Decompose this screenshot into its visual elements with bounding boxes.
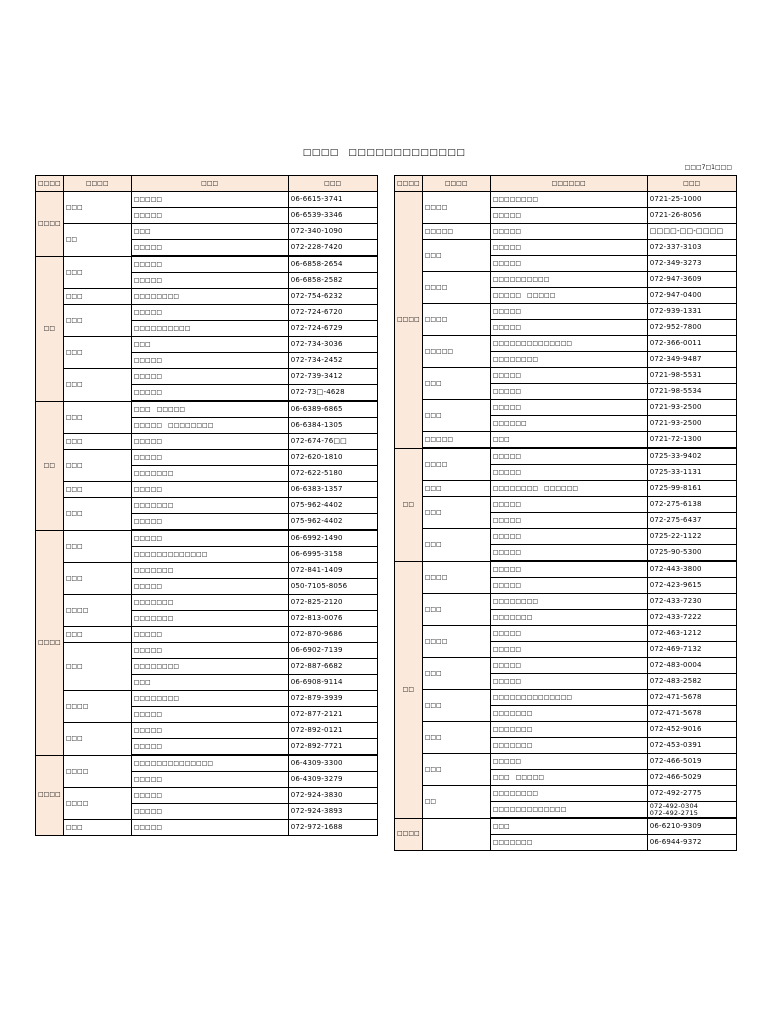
facility-cell: □□□□□□□□ <box>131 659 288 675</box>
facility-cell: □□□□□ <box>490 642 647 658</box>
city-cell: □□□ <box>63 563 131 595</box>
table-row <box>395 192 737 208</box>
phone-cell: 072-483-2582 <box>647 674 736 690</box>
phone-cell: 050-7105-8056 <box>288 579 377 595</box>
facility-cell: □□□□□ □□□□□ <box>490 288 647 304</box>
phone-cell: 0725-33-9402 <box>647 448 736 465</box>
phone-cell: 072-423-9615 <box>647 578 736 594</box>
table-row <box>395 497 737 513</box>
facility-cell: □□□□□ <box>490 240 647 256</box>
facility-cell: □□□□□ <box>131 353 288 369</box>
table-row <box>395 336 737 352</box>
city-cell: □□□ <box>63 498 131 531</box>
city-cell: □□□□ <box>422 272 490 304</box>
phone-cell: 072-483-0004 <box>647 658 736 674</box>
city-cell: □□□ <box>63 401 131 434</box>
phone-cell: 072-825-2120 <box>288 595 377 611</box>
phone-cell: 072-724-6720 <box>288 305 377 321</box>
city-cell: □□□ <box>63 434 131 450</box>
phone-cell: 072-870-9686 <box>288 627 377 643</box>
left-header-phone: □□□ <box>288 176 377 192</box>
city-cell: □□□ <box>63 450 131 482</box>
phone-cell: 072-887-6682 <box>288 659 377 675</box>
table-row <box>36 305 378 321</box>
table-row <box>395 818 737 835</box>
city-cell: □□□□ <box>63 691 131 723</box>
facility-cell: □□□□□ <box>131 707 288 723</box>
phone-cell: 072-433-7222 <box>647 610 736 626</box>
city-cell: □□ <box>63 224 131 257</box>
phone-cell: 072-275-6138 <box>647 497 736 513</box>
city-cell: □□□□ <box>422 448 490 481</box>
facility-cell: □□□□□□ <box>490 416 647 432</box>
page-title: □□□□ □□□□□□□□□□□□□ <box>302 148 466 158</box>
table-row <box>395 561 737 578</box>
facility-cell: □□□□□□□□□□ <box>131 321 288 337</box>
area-cell: □□□□ <box>36 755 64 836</box>
phone-cell: 072-492-0304 072-492-2715 <box>647 802 736 819</box>
left-header-city: □□□□ <box>63 176 131 192</box>
phone-cell: 072-620-1810 <box>288 450 377 466</box>
phone-cell: 06-6944-9372 <box>647 835 736 851</box>
phone-cell: 072-734-3036 <box>288 337 377 353</box>
table-row <box>395 432 737 449</box>
phone-cell: 072-947-3609 <box>647 272 736 288</box>
city-cell: □□□ <box>422 722 490 754</box>
city-cell: □□□ <box>422 400 490 432</box>
phone-cell: 072-452-9016 <box>647 722 736 738</box>
table-row <box>36 192 378 208</box>
facility-cell: □□□□□□□□ <box>131 691 288 707</box>
phone-cell: 0721-72-1300 <box>647 432 736 449</box>
phone-cell: □□□□-□□-□□□□ <box>647 224 736 240</box>
phone-cell: 072-492-2775 <box>647 786 736 802</box>
facility-cell: □□□□□ <box>490 304 647 320</box>
right-header-city: □□□□ <box>422 176 490 192</box>
city-cell: □□□ <box>63 369 131 402</box>
phone-cell: 072-924-3830 <box>288 788 377 804</box>
city-cell: □□□ <box>63 337 131 369</box>
phone-cell: 072-228-7420 <box>288 240 377 257</box>
table-row <box>36 530 378 547</box>
facility-cell: □□□□□□□□□□□□□ <box>131 547 288 563</box>
area-cell: □□□□ <box>36 530 64 755</box>
facility-cell: □□□□□ <box>490 513 647 529</box>
phone-cell: 072-724-6729 <box>288 321 377 337</box>
facility-cell: □□□□□ <box>131 273 288 289</box>
facility-cell: □□□□□ <box>131 820 288 836</box>
phone-cell: 0725-99-8161 <box>647 481 736 497</box>
table-row <box>395 400 737 416</box>
city-cell: □□□ <box>422 240 490 272</box>
table-row <box>395 240 737 256</box>
facility-cell: □□□□□□□□ <box>490 352 647 368</box>
phone-cell: 0721-98-5531 <box>647 368 736 384</box>
facility-cell: □□□□□ <box>490 578 647 594</box>
phone-cell: 075-962-4402 <box>288 514 377 531</box>
phone-cell: 072-947-0400 <box>647 288 736 304</box>
city-cell: □□□ <box>63 482 131 498</box>
phone-cell: 072-939-1331 <box>647 304 736 320</box>
facility-cell: □□□ <box>490 432 647 449</box>
table-row <box>395 481 737 497</box>
left-directory-table <box>35 175 378 836</box>
facility-cell: □□□□□□□□ <box>490 594 647 610</box>
table-row <box>36 563 378 579</box>
phone-cell: 072-734-2452 <box>288 353 377 369</box>
facility-cell: □□□ □□□□□ <box>490 770 647 786</box>
facility-cell: □□□□□□□□ <box>131 289 288 305</box>
table-row <box>36 498 378 514</box>
phone-cell: 0725-90-5300 <box>647 545 736 562</box>
facility-cell: □□□ □□□□□ <box>131 401 288 418</box>
facility-cell: □□□□□ <box>131 627 288 643</box>
phone-cell: 06-6615-3741 <box>288 192 377 208</box>
facility-cell: □□□□□ <box>131 739 288 756</box>
facility-cell: □□□□□ <box>490 545 647 562</box>
facility-cell: □□□□□□□□□□□□□□ <box>490 690 647 706</box>
area-cell: □□ <box>36 256 64 401</box>
area-cell: □□□□ <box>395 818 423 851</box>
table-row <box>36 482 378 498</box>
phone-cell: 072-952-7800 <box>647 320 736 336</box>
table-row <box>36 820 378 836</box>
city-cell: □□□ <box>63 192 131 224</box>
phone-cell: 072-340-1090 <box>288 224 377 240</box>
table-row <box>36 643 378 659</box>
facility-cell: □□□ <box>131 675 288 691</box>
phone-cell: 072-622-5180 <box>288 466 377 482</box>
facility-cell: □□□□□□□□□□□□□□ <box>131 755 288 772</box>
table-row <box>36 691 378 707</box>
city-cell: □□□ <box>422 529 490 562</box>
right-header-facility: □□□□□□ <box>490 176 647 192</box>
city-cell: □□ <box>422 786 490 819</box>
phone-cell: 0721-93-2500 <box>647 400 736 416</box>
facility-cell: □□□□□□□ <box>490 722 647 738</box>
facility-cell: □□□□□□□□ □□□□□□ <box>490 481 647 497</box>
facility-cell: □□□□□ <box>490 674 647 690</box>
table-row <box>36 289 378 305</box>
facility-cell: □□□□□□□ <box>490 738 647 754</box>
table-row <box>395 272 737 288</box>
left-header-area: □□□□ <box>36 176 64 192</box>
table-row <box>36 224 378 240</box>
phone-cell: 072-877-2121 <box>288 707 377 723</box>
city-cell: □□□□□ <box>422 432 490 449</box>
table-row <box>36 595 378 611</box>
table-row <box>395 754 737 770</box>
phone-cell: 06-4309-3300 <box>288 755 377 772</box>
table-row <box>395 722 737 738</box>
phone-cell: 06-6995-3158 <box>288 547 377 563</box>
table-row <box>36 450 378 466</box>
city-cell: □□□□ <box>63 788 131 820</box>
table-row <box>395 594 737 610</box>
phone-cell: 06-6858-2582 <box>288 273 377 289</box>
city-cell: □□□ <box>422 690 490 722</box>
facility-cell: □□□□□ <box>131 482 288 498</box>
city-cell: □□□□ <box>422 626 490 658</box>
facility-cell: □□□□□ <box>490 368 647 384</box>
phone-cell: 06-6384-1305 <box>288 418 377 434</box>
city-cell: □□□□ <box>63 595 131 627</box>
facility-cell: □□□□□ <box>131 788 288 804</box>
facility-cell: □□□□□□□□□□□□□□ <box>490 336 647 352</box>
phone-cell: 072-754-6232 <box>288 289 377 305</box>
facility-cell: □□□□□ <box>131 450 288 466</box>
facility-cell: □□□□□ <box>131 804 288 820</box>
table-row <box>395 304 737 320</box>
right-header-phone: □□□ <box>647 176 736 192</box>
phone-cell: 06-6992-1490 <box>288 530 377 547</box>
phone-cell: 072-469-7132 <box>647 642 736 658</box>
city-cell: □□□ <box>422 497 490 529</box>
table-row <box>36 256 378 273</box>
facility-cell: □□□□□ <box>131 369 288 385</box>
phone-cell: 072-433-7230 <box>647 594 736 610</box>
phone-cell: 0721-25-1000 <box>647 192 736 208</box>
facility-cell: □□□□□ □□□□□□□□ <box>131 418 288 434</box>
table-row <box>36 788 378 804</box>
phone-cell: 072-366-0011 <box>647 336 736 352</box>
phone-cell: 06-6539-3346 <box>288 208 377 224</box>
facility-cell: □□□ <box>490 818 647 835</box>
facility-cell: □□□□□ <box>131 579 288 595</box>
phone-cell: 06-6210-9309 <box>647 818 736 835</box>
facility-cell: □□□ <box>131 337 288 353</box>
right-directory-table <box>394 175 737 851</box>
city-cell: □□□□ <box>63 755 131 788</box>
city-cell: □□□□ <box>422 192 490 224</box>
phone-cell: 072-739-3412 <box>288 369 377 385</box>
phone-cell: 06-6858-2654 <box>288 256 377 273</box>
city-cell: □□□ <box>422 594 490 626</box>
area-cell: □□□□ <box>395 192 423 449</box>
phone-cell: 072-471-5678 <box>647 690 736 706</box>
left-header-facility: □□□ <box>131 176 288 192</box>
facility-cell: □□□□□ <box>131 305 288 321</box>
facility-cell: □□□□□ <box>490 224 647 240</box>
phone-cell: 072-892-0121 <box>288 723 377 739</box>
phone-cell: 072-892-7721 <box>288 739 377 756</box>
city-cell: □□□ <box>422 481 490 497</box>
phone-cell: 072-674-76□□ <box>288 434 377 450</box>
phone-cell: 072-466-5019 <box>647 754 736 770</box>
facility-cell: □□□□□□□□□□ <box>490 272 647 288</box>
area-cell: □□ <box>395 561 423 818</box>
phone-cell: 072-924-3893 <box>288 804 377 820</box>
city-cell: □□□ <box>63 723 131 756</box>
table-row <box>395 658 737 674</box>
facility-cell: □□□□□ <box>490 561 647 578</box>
table-row <box>395 529 737 545</box>
city-cell: □□□ <box>422 754 490 786</box>
facility-cell: □□□□□ <box>490 448 647 465</box>
phone-cell: 06-6908-9114 <box>288 675 377 691</box>
facility-cell: □□□□□ <box>490 256 647 272</box>
city-cell: □□□ <box>422 658 490 690</box>
phone-cell: 0721-26-8056 <box>647 208 736 224</box>
facility-cell: □□□□□ <box>131 514 288 531</box>
facility-cell: □□□□□ <box>131 643 288 659</box>
phone-cell: 06-6389-6865 <box>288 401 377 418</box>
facility-cell: □□□□□□□ <box>131 611 288 627</box>
area-cell: □□□□ <box>36 192 64 257</box>
facility-cell: □□□□□ <box>131 256 288 273</box>
table-row <box>36 337 378 353</box>
phone-cell: 072-471-5678 <box>647 706 736 722</box>
left-header-row <box>36 176 378 192</box>
phone-cell: 072-879-3939 <box>288 691 377 707</box>
city-cell: □□□ <box>63 627 131 643</box>
facility-cell: □□□□□ <box>131 772 288 788</box>
phone-cell: 075-962-4402 <box>288 498 377 514</box>
facility-cell: □□□□□ <box>490 754 647 770</box>
facility-cell: □□□□□ <box>131 240 288 257</box>
facility-cell: □□□ <box>131 224 288 240</box>
phone-cell: 072-813-0076 <box>288 611 377 627</box>
facility-cell: □□□□□□□□□□□□□ <box>490 802 647 819</box>
city-cell: □□□ <box>63 643 131 691</box>
facility-cell: □□□□□ <box>131 530 288 547</box>
table-row <box>395 626 737 642</box>
table-row <box>36 723 378 739</box>
table-row <box>395 786 737 802</box>
facility-cell: □□□□□□□ <box>131 595 288 611</box>
city-cell: □□□ <box>422 368 490 400</box>
facility-cell: □□□□□ <box>490 384 647 400</box>
phone-cell: 072-349-9487 <box>647 352 736 368</box>
phone-cell: 06-4309-3279 <box>288 772 377 788</box>
facility-cell: □□□□□ <box>131 723 288 739</box>
area-cell: □□ <box>395 448 423 561</box>
facility-cell: □□□□□□□ <box>131 563 288 579</box>
city-cell: □□□ <box>63 289 131 305</box>
area-cell: □□ <box>36 401 64 530</box>
phone-cell: 0725-22-1122 <box>647 529 736 545</box>
phone-cell: 0721-98-5534 <box>647 384 736 400</box>
table-row <box>395 224 737 240</box>
facility-cell: □□□□□ <box>490 400 647 416</box>
facility-cell: □□□□□ <box>131 385 288 402</box>
table-row <box>36 627 378 643</box>
facility-cell: □□□□□ <box>490 320 647 336</box>
facility-cell: □□□□□ <box>490 208 647 224</box>
table-row <box>395 368 737 384</box>
phone-cell: 072-453-0391 <box>647 738 736 754</box>
city-cell: □□□ <box>63 530 131 563</box>
facility-cell: □□□□□ <box>490 658 647 674</box>
facility-cell: □□□□□□□ <box>490 835 647 851</box>
city-cell: □□□□ <box>422 561 490 594</box>
table-row <box>395 690 737 706</box>
phone-cell: 06-6383-1357 <box>288 482 377 498</box>
phone-cell: 072-972-1688 <box>288 820 377 836</box>
city-cell: □□□ <box>63 256 131 289</box>
city-cell: □□□□ <box>422 304 490 336</box>
issue-date: □□□7□1□□□ <box>684 164 732 171</box>
facility-cell: □□□□□ <box>490 626 647 642</box>
table-row <box>36 434 378 450</box>
phone-cell: 072-841-1409 <box>288 563 377 579</box>
facility-cell: □□□□□ <box>490 529 647 545</box>
facility-cell: □□□□□□□ <box>131 466 288 482</box>
facility-cell: □□□□□□□ <box>131 498 288 514</box>
table-row <box>36 755 378 772</box>
facility-cell: □□□□□□□□ <box>490 192 647 208</box>
phone-cell: 072-337-3103 <box>647 240 736 256</box>
phone-cell: 072-466-5029 <box>647 770 736 786</box>
table-row <box>395 448 737 465</box>
facility-cell: □□□□□□□□ <box>490 786 647 802</box>
table-row <box>36 369 378 385</box>
city-cell: □□□□□ <box>422 336 490 368</box>
facility-cell: □□□□□ <box>490 497 647 513</box>
facility-cell: □□□□□□□ <box>490 706 647 722</box>
phone-cell: 072-463-1212 <box>647 626 736 642</box>
phone-cell: 072-73□-4628 <box>288 385 377 402</box>
phone-cell: 072-443-3800 <box>647 561 736 578</box>
phone-cell: 06-6902-7139 <box>288 643 377 659</box>
city-cell: □□□ <box>63 820 131 836</box>
facility-cell: □□□□□ <box>131 192 288 208</box>
right-header-area: □□□□ <box>395 176 423 192</box>
city-cell: □□□□□ <box>422 224 490 240</box>
phone-cell: 0721-93-2500 <box>647 416 736 432</box>
facility-cell: □□□□□□□ <box>490 610 647 626</box>
phone-cell: 0725-33-1131 <box>647 465 736 481</box>
phone-cell: 072-275-6437 <box>647 513 736 529</box>
table-row <box>36 401 378 418</box>
facility-cell: □□□□□ <box>131 208 288 224</box>
right-header-row <box>395 176 737 192</box>
facility-cell: □□□□□ <box>131 434 288 450</box>
city-cell <box>422 818 490 851</box>
phone-cell: 072-349-3273 <box>647 256 736 272</box>
city-cell: □□□ <box>63 305 131 337</box>
facility-cell: □□□□□ <box>490 465 647 481</box>
